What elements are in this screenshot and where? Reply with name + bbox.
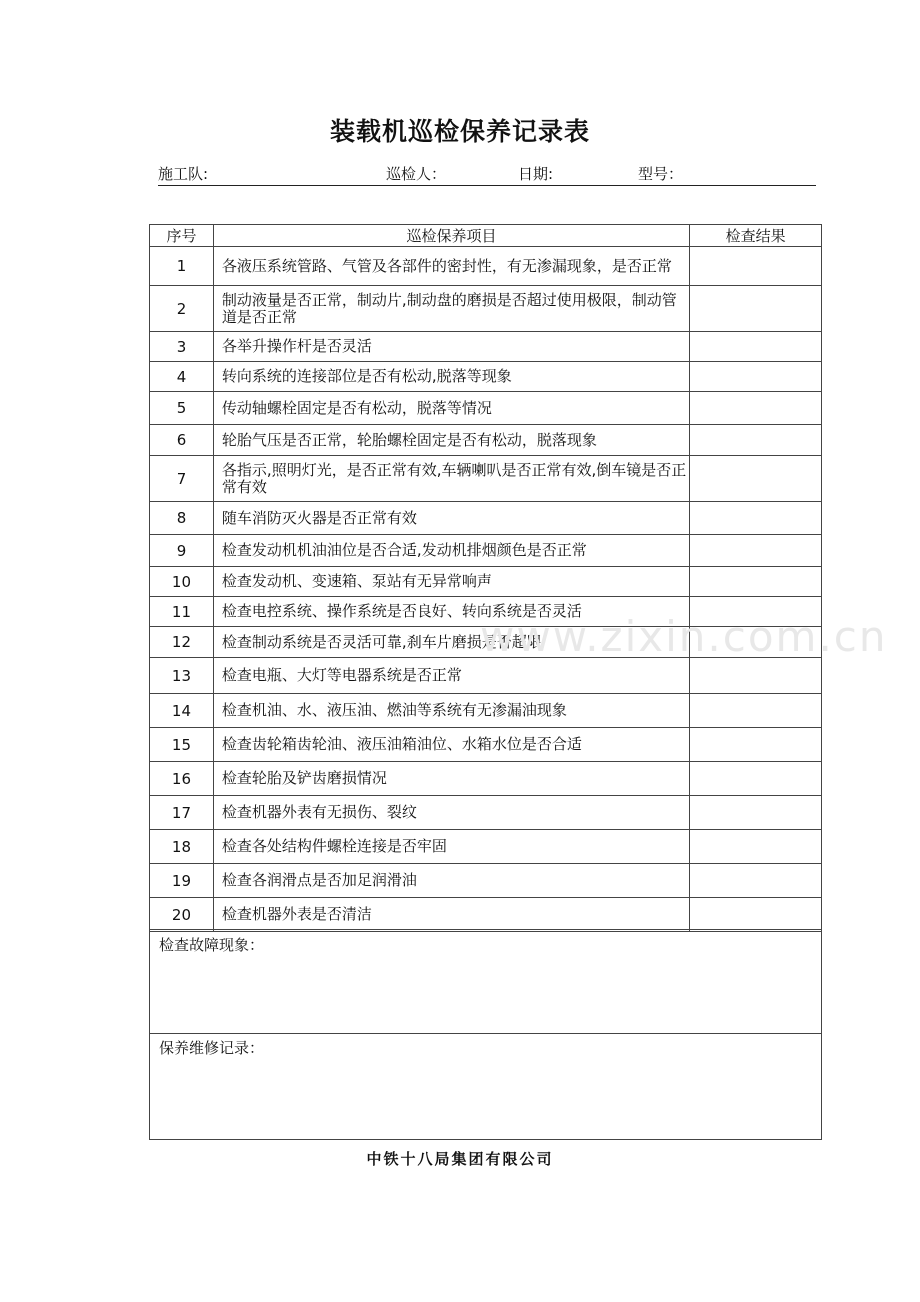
row-result-cell[interactable] [690, 502, 822, 535]
row-item: 检查机器外表有无损伤、裂纹 [213, 796, 689, 830]
row-item: 随车消防灭火器是否正常有效 [213, 502, 689, 535]
row-item: 检查电控系统、操作系统是否良好、转向系统是否灵活 [213, 597, 689, 627]
row-item: 检查发动机、变速箱、泵站有无异常响声 [213, 567, 689, 597]
row-number: 4 [150, 362, 214, 392]
table-header-row [150, 225, 822, 247]
table-row [150, 658, 822, 694]
row-result-cell[interactable] [690, 830, 822, 864]
row-result-cell[interactable] [690, 567, 822, 597]
row-result-cell[interactable] [690, 425, 822, 456]
table-row [150, 535, 822, 567]
row-item: 检查电瓶、大灯等电器系统是否正常 [213, 658, 689, 694]
row-number: 7 [150, 456, 214, 502]
table-row [150, 898, 822, 932]
row-number: 10 [150, 567, 214, 597]
table-row [150, 392, 822, 425]
row-number: 14 [150, 694, 214, 728]
header-item: 巡检保养项目 [213, 225, 689, 247]
row-item: 检查机油、水、液压油、燃油等系统有无渗漏油现象 [213, 694, 689, 728]
row-item: 各指示,照明灯光，是否正常有效,车辆喇叭是否正常有效,倒车镜是否正常有效 [213, 456, 689, 502]
row-item: 转向系统的连接部位是否有松动,脱落等现象 [213, 362, 689, 392]
row-result-cell[interactable] [690, 864, 822, 898]
company-footer: 中铁十八局集团有限公司 [366, 1150, 554, 1168]
row-result-cell[interactable] [690, 332, 822, 362]
row-number: 19 [150, 864, 214, 898]
row-item: 检查发动机机油油位是否合适,发动机排烟颜色是否正常 [213, 535, 689, 567]
row-number: 3 [150, 332, 214, 362]
table-row [150, 502, 822, 535]
table-row [150, 247, 822, 286]
row-result-cell[interactable] [690, 597, 822, 627]
row-result-cell[interactable] [690, 627, 822, 658]
row-number: 16 [150, 762, 214, 796]
row-item: 各举升操作杆是否灵活 [213, 332, 689, 362]
row-number: 9 [150, 535, 214, 567]
table-row [150, 627, 822, 658]
fault-label: 检查故障现象： [159, 936, 265, 954]
row-number: 6 [150, 425, 214, 456]
row-item: 制动液量是否正常，制动片,制动盘的磨损是否超过使用极限，制动管道是否正常 [213, 286, 689, 332]
table-row [150, 425, 822, 456]
row-number: 18 [150, 830, 214, 864]
table-row [150, 728, 822, 762]
fault-section [149, 929, 822, 1034]
row-number: 17 [150, 796, 214, 830]
table-row [150, 362, 822, 392]
maintenance-label: 保养维修记录： [159, 1039, 265, 1057]
row-result-cell[interactable] [690, 456, 822, 502]
row-number: 11 [150, 597, 214, 627]
row-number: 5 [150, 392, 214, 425]
row-item: 检查各润滑点是否加足润滑油 [213, 864, 689, 898]
row-result-cell[interactable] [690, 694, 822, 728]
model-label: 型号： [638, 165, 684, 183]
row-number: 13 [150, 658, 214, 694]
inspection-table [149, 224, 822, 932]
table-row [150, 830, 822, 864]
inspector-label: 巡检人： [386, 165, 447, 183]
row-result-cell[interactable] [690, 286, 822, 332]
row-item: 检查制动系统是否灵活可靠,刹车片磨损是否超限 [213, 627, 689, 658]
row-result-cell[interactable] [690, 898, 822, 932]
row-number: 12 [150, 627, 214, 658]
row-item: 检查机器外表是否清洁 [213, 898, 689, 932]
info-row [158, 163, 816, 186]
row-item: 轮胎气压是否正常，轮胎螺栓固定是否有松动，脱落现象 [213, 425, 689, 456]
row-result-cell[interactable] [690, 796, 822, 830]
row-number: 1 [150, 247, 214, 286]
watermark: www.zixin.com.cn [480, 612, 888, 661]
row-result-cell[interactable] [690, 247, 822, 286]
table-row [150, 567, 822, 597]
team-label: 施工队: [158, 165, 209, 183]
row-result-cell[interactable] [690, 362, 822, 392]
row-result-cell[interactable] [690, 392, 822, 425]
header-result: 检查结果 [690, 225, 822, 247]
row-number: 2 [150, 286, 214, 332]
row-item: 各液压系统管路、气管及各部件的密封性，有无渗漏现象，是否正常 [213, 247, 689, 286]
table-row [150, 456, 822, 502]
date-label: 日期: [518, 165, 554, 183]
table-row [150, 796, 822, 830]
table-row [150, 762, 822, 796]
row-result-cell[interactable] [690, 762, 822, 796]
table-row [150, 864, 822, 898]
row-item: 检查轮胎及铲齿磨损情况 [213, 762, 689, 796]
row-number: 15 [150, 728, 214, 762]
maintenance-section [149, 1033, 822, 1140]
row-result-cell[interactable] [690, 728, 822, 762]
row-item: 检查各处结构件螺栓连接是否牢固 [213, 830, 689, 864]
row-item: 传动轴螺栓固定是否有松动，脱落等情况 [213, 392, 689, 425]
table-row [150, 597, 822, 627]
row-number: 8 [150, 502, 214, 535]
row-item: 检查齿轮箱齿轮油、液压油箱油位、水箱水位是否合适 [213, 728, 689, 762]
document-title: 装载机巡检保养记录表 [329, 117, 590, 146]
table-row [150, 286, 822, 332]
row-result-cell[interactable] [690, 658, 822, 694]
table-row [150, 694, 822, 728]
row-result-cell[interactable] [690, 535, 822, 567]
table-row [150, 332, 822, 362]
row-number: 20 [150, 898, 214, 932]
header-no: 序号 [150, 225, 214, 247]
